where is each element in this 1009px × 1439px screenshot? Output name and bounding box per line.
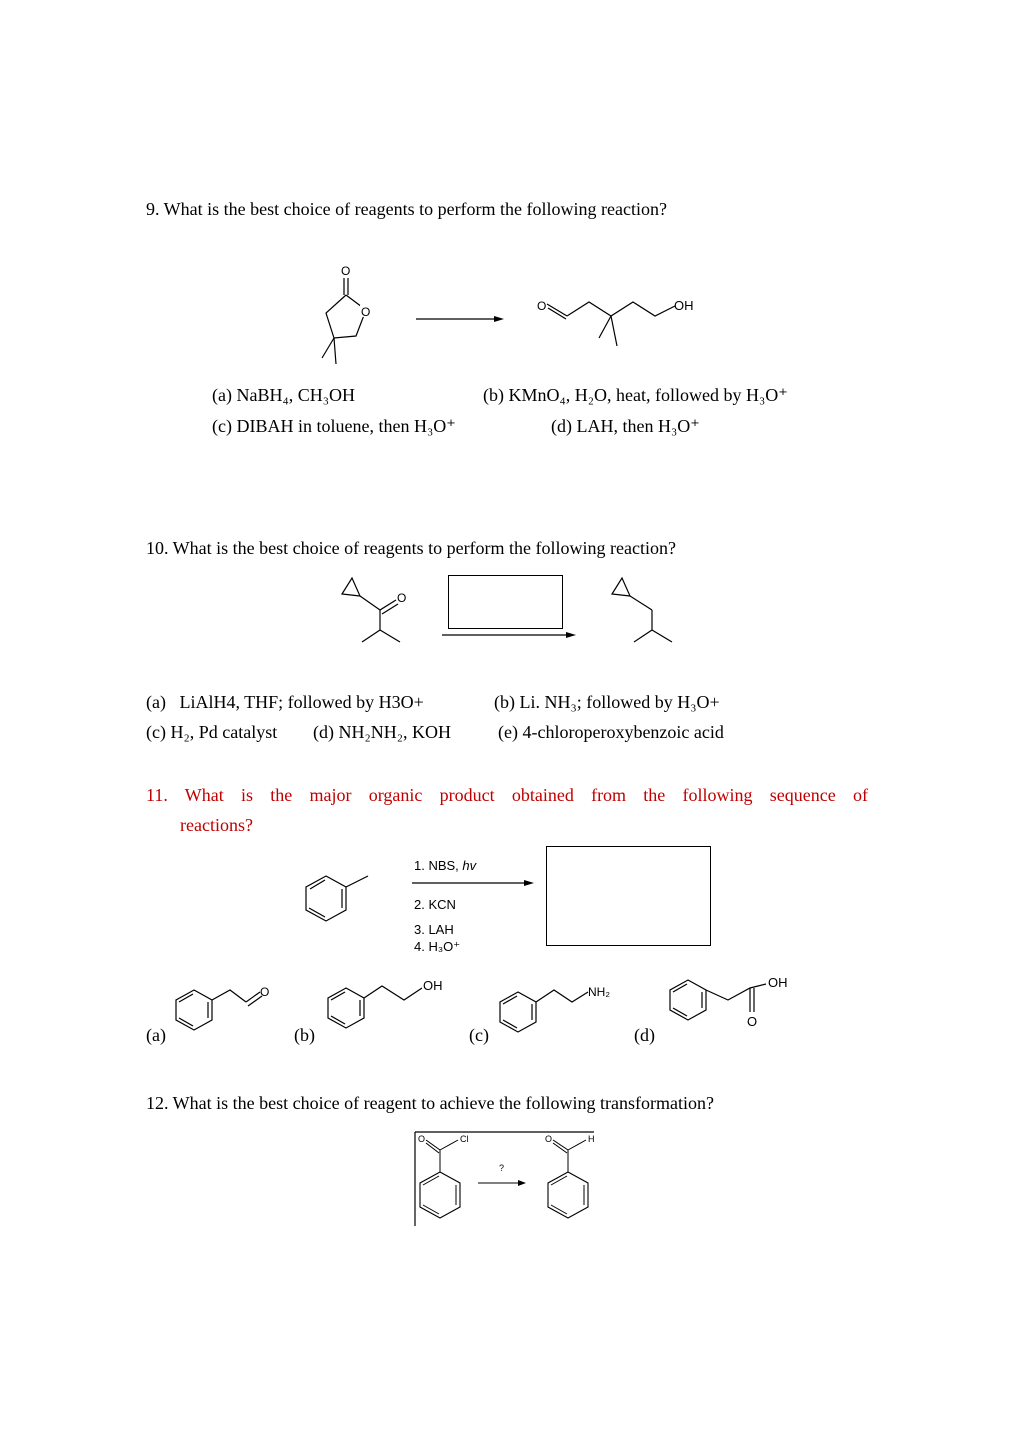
q10-option-e[interactable]: (e) 4-chloroperoxybenzoic acid: [498, 722, 724, 742]
q9-option-c[interactable]: (c) DIBAH in toluene, then H₃O⁺: [212, 416, 456, 436]
q11-step1-hv: hv: [462, 858, 477, 873]
q10-option-b[interactable]: (b) Li. NH₃; followed by H₃O+: [494, 692, 720, 712]
q11-step1-text: 1. NBS,: [414, 858, 463, 873]
q10-option-d[interactable]: (d) NH₂NH₂, KOH: [313, 722, 452, 742]
q11-question-line2: reactions?: [180, 815, 253, 835]
q11-option-a-structure[interactable]: [168, 978, 278, 1038]
q11-toluene: [298, 870, 378, 926]
q11-option-d-oh: OH: [768, 975, 788, 990]
q11-option-c-label[interactable]: (c): [469, 1025, 489, 1045]
q10-reactant: [330, 572, 420, 648]
q11-product-answer-box[interactable]: [546, 846, 711, 946]
q10-product: [604, 572, 684, 648]
q9-reactant-lactone: [300, 258, 390, 368]
q9-option-b[interactable]: (b) KMnO₄, H₂O, heat, followed by H₃O⁺: [483, 385, 788, 405]
q9-reaction-arrow: [414, 312, 506, 326]
svg-text:O: O: [537, 299, 547, 313]
q11-option-b-label[interactable]: (b): [294, 1025, 315, 1045]
q11-option-d-structure[interactable]: [658, 970, 798, 1032]
q10-question: 10. What is the best choice of reagents to perform the following reaction?: [146, 538, 676, 558]
q9-question: 9. What is the best choice of reagents to perform the following reaction?: [146, 199, 667, 219]
q11-option-c-nh2: NH₂: [588, 985, 610, 999]
q12-left-o: O: [418, 1134, 426, 1144]
q12-left-cl: Cl: [460, 1134, 469, 1144]
q11-option-a-o: O: [260, 985, 270, 999]
q12-arrow-label: ?: [499, 1163, 505, 1173]
q10-reagent-answer-box[interactable]: [448, 575, 563, 629]
q12-right-h: H: [588, 1134, 595, 1144]
q11-option-b-oh: OH: [423, 978, 443, 993]
q11-step2: 2. KCN: [414, 897, 456, 912]
q11-reaction-arrow: [410, 876, 536, 890]
q10-reactant-o-label: O: [397, 591, 407, 605]
q12-question: 12. What is the best choice of reagent to achieve the following transformation?: [146, 1093, 714, 1113]
q11-option-c-structure[interactable]: [492, 982, 632, 1042]
q9-option-a[interactable]: (a) NaBH₄, CH₃OH: [212, 385, 356, 405]
q9-option-d[interactable]: (d) LAH, then H₃O⁺: [551, 416, 700, 436]
q11-question-line1: 11. What is the major organic product obtained from the following sequence of: [146, 785, 868, 805]
q11-step4: 4. H₃O⁺: [414, 939, 461, 954]
q12-right-o: O: [545, 1134, 553, 1144]
q9-reactant-o-label: O: [341, 264, 351, 278]
q12-reaction-scheme: [412, 1128, 602, 1228]
q11-option-d-label[interactable]: (d): [634, 1025, 655, 1045]
q11-option-d-o: O: [747, 1014, 758, 1029]
q11-option-b-structure[interactable]: [318, 974, 458, 1034]
q10-option-a[interactable]: (a) LiAlH4, THF; followed by H3O+: [146, 692, 424, 712]
q10-option-c[interactable]: (c) H₂, Pd catalyst: [146, 722, 278, 742]
svg-text:O: O: [361, 305, 371, 319]
q11-option-a-label[interactable]: (a): [146, 1025, 166, 1045]
q11-step1: [414, 858, 476, 873]
q9-product-oh-label: OH: [674, 298, 694, 313]
q11-step3: 3. LAH: [414, 922, 454, 937]
q10-reaction-arrow: [440, 628, 580, 642]
q9-product: [535, 292, 705, 354]
